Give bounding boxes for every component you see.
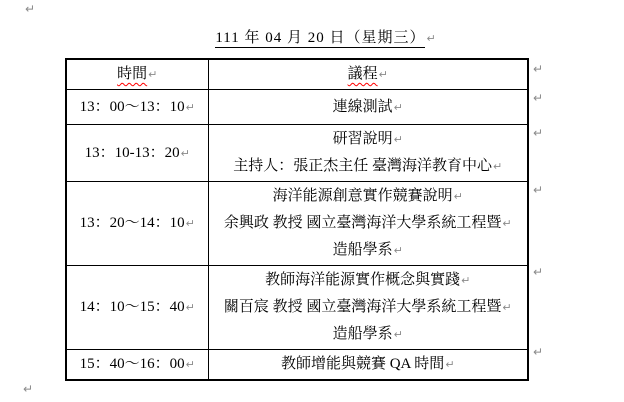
paragraph-mark-icon: ↵ [426,32,437,45]
header-cell-time [66,59,208,90]
row-end-mark-icon: ↵ [533,62,544,76]
paragraph-mark-icon: ↵ [25,2,36,16]
agenda-cell [208,266,528,350]
time-value: 14：10～15：40 [79,299,185,315]
agenda-line: 海洋能源創意實作競賽說明 [272,188,453,204]
paragraph-mark-icon: ↵ [453,190,463,203]
time-cell [66,266,208,350]
agenda-line: 造船學系 [332,242,393,258]
paragraph-mark-icon: ↵ [185,358,195,371]
time-cell [66,90,208,125]
paragraph-mark-icon: ↵ [393,328,403,341]
paragraph-mark-icon: ↵ [185,301,195,314]
paragraph-mark-icon: ↵ [502,301,512,314]
agenda-line: 教師增能與競賽 QA 時間 [280,356,445,372]
time-value: 13：20～14：10 [79,215,185,231]
agenda-line: 造船學系 [332,326,393,342]
paragraph-mark-icon: ↵ [445,358,455,371]
agenda-line: 連線測試 [332,98,393,115]
row-end-mark-icon: ↵ [533,345,544,359]
paragraph-mark-icon: ↵ [502,217,512,230]
schedule-table [65,58,529,381]
row-end-mark-icon: ↵ [533,265,544,279]
page-title [0,26,624,47]
agenda-cell [208,182,528,266]
table-row [66,266,528,350]
time-cell [66,182,208,266]
time-value: 13：10-13：20 [84,144,180,161]
agenda-cell [208,90,528,125]
row-end-mark-icon: ↵ [533,91,544,105]
agenda-cell [208,350,528,381]
row-end-mark-icon: ↵ [533,126,544,140]
agenda-line: 主持人：張正杰主任 臺灣海洋教育中心 [233,158,493,174]
header-time-label: 時間 [117,66,148,82]
time-value: 15：40～16：00 [79,356,185,372]
agenda-line: 教師海洋能源實作概念與實踐 [265,272,461,288]
table-row [66,90,528,125]
time-cell [66,125,208,182]
agenda-line: 余興政 教授 國立臺灣海洋大學系統工程暨 [223,215,502,231]
paragraph-mark-icon: ↵ [148,68,158,81]
time-value: 13：00～13：10 [79,98,185,115]
table-row [66,350,528,381]
header-agenda-label: 議程 [347,66,378,82]
table-row [66,182,528,266]
paragraph-mark-icon: ↵ [393,133,403,146]
agenda-line: 研習說明 [332,131,393,147]
agenda-cell [208,125,528,182]
paragraph-mark-icon: ↵ [185,217,195,230]
paragraph-mark-icon: ↵ [393,100,403,114]
paragraph-mark-icon: ↵ [461,274,471,287]
row-end-mark-icon: ↵ [533,183,544,197]
paragraph-mark-icon: ↵ [493,160,503,173]
paragraph-mark-icon: ↵ [23,382,34,396]
paragraph-mark-icon: ↵ [185,100,195,114]
header-cell-agenda [208,59,528,90]
table-row [66,125,528,182]
paragraph-mark-icon: ↵ [393,244,403,257]
paragraph-mark-icon: ↵ [180,146,190,160]
time-cell [66,350,208,381]
page-title-text: 111 年 04 月 20 日（星期三） [215,30,426,46]
agenda-line: 關百宸 教授 國立臺灣海洋大學系統工程暨 [223,299,502,315]
paragraph-mark-icon: ↵ [378,68,388,81]
table-header-row [66,59,528,90]
